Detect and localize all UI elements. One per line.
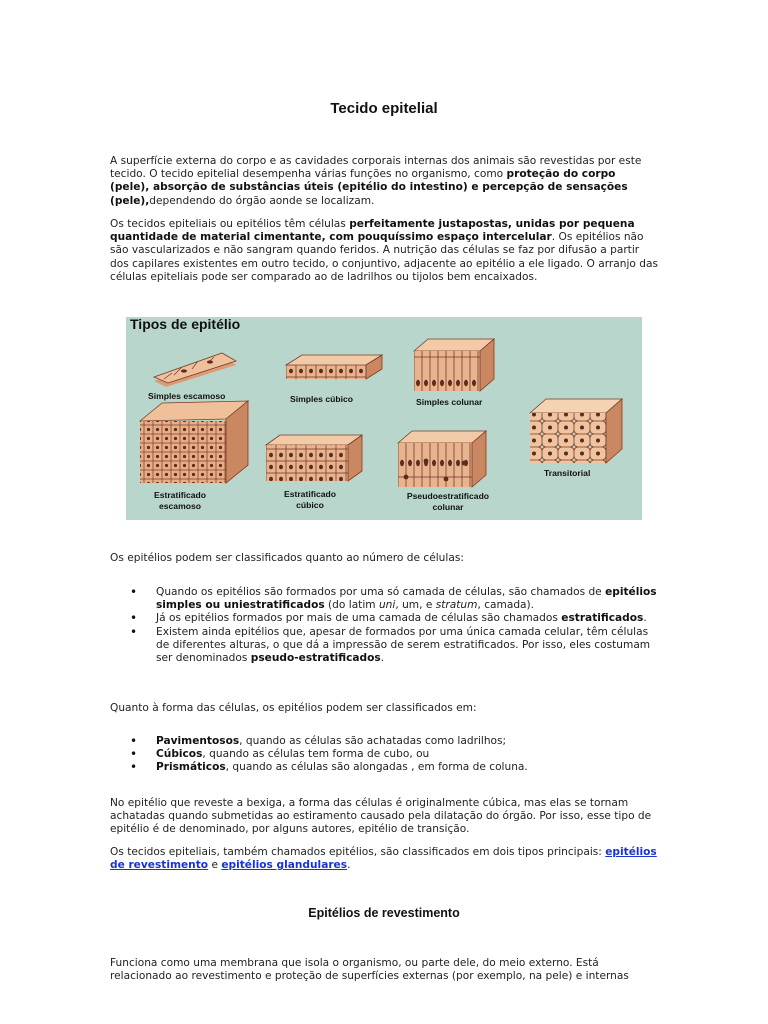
label-line: Estratificado: [283, 489, 337, 499]
italic-text: uni: [378, 599, 396, 612]
cell-shape-list: [110, 735, 658, 775]
bold-text: estratificados: [561, 612, 644, 625]
page-title: Tecido epitelial: [330, 100, 438, 117]
stratified-cuboidal-shape: [266, 435, 362, 481]
label-transitional: Transitorial: [544, 468, 591, 478]
text-span: .: [380, 652, 385, 665]
description-paragraph: [110, 218, 658, 284]
text-span: , quando as células tem forma de cubo, ou: [202, 748, 430, 761]
text-span: dependendo do órgão aonde se localizam.: [149, 194, 375, 207]
label-stratified-cuboidal: [270, 489, 350, 511]
bold-text: Cúbicos: [156, 748, 203, 761]
bold-text: perfeitamente justapostas, unidas por pequena quantidade de material cimentante, com pouquíssimo espaço intercelular: [110, 218, 635, 244]
text-span: .: [643, 612, 647, 625]
types-paragraph: [110, 846, 658, 872]
bold-text: epitélios simples ou uniestratificados: [156, 586, 657, 612]
text-span: , quando as células são achatadas como ladrilhos;: [239, 735, 507, 747]
simple-cuboidal-shape: [286, 355, 382, 379]
section-subtitle: Epitélios de revestimento: [308, 906, 460, 920]
list-item: [110, 735, 658, 748]
text-span: Quando os epitélios são formados por uma só camada de células, são chamados de: [156, 586, 606, 598]
label-simple-squamous: Simples escamoso: [148, 391, 226, 401]
simple-squamous-shape: [154, 353, 236, 387]
link-epitelios-glandulares[interactable]: epitélios glandulares: [221, 859, 348, 872]
intro-paragraph: [110, 155, 658, 208]
simple-columnar-shape: [414, 339, 494, 391]
text-span: , quando as células são alongadas , em forma de coluna.: [225, 761, 528, 774]
label-line: colunar: [432, 502, 464, 512]
italic-text: stratum: [435, 599, 478, 612]
transitional-shape: [530, 399, 622, 463]
shape-classification-paragraph: Quanto à forma das células, os epitélios podem ser classificados em:: [110, 702, 477, 714]
label-line: escamoso: [158, 501, 202, 511]
text-span: . Os epitélios não são vascularizados e não sangram quando feridos. A nutrição das células se faz por difusão a partir dos capilares existentes em outro tecido, o conjuntivo, adjacente ao epitélio a ele ligado. O arranjo das células epiteliais pode ser comparado ao de ladrilhos ou tijolos bem encaixados.: [110, 231, 658, 283]
cell-count-list: [110, 586, 658, 665]
text-span: Existem ainda epitélios que, apesar de formados por uma única camada celular, têm células de diferentes alturas, o que dá a impressão de serem estratificados. Por isso, eles costumam ser denominados: [156, 625, 651, 665]
list-item: [110, 761, 658, 774]
epithelium-types-figure: [126, 317, 642, 520]
classification-paragraph: Os epitélios podem ser classificados quanto ao número de células:: [110, 552, 464, 564]
bold-text: pseudo-estratificados: [250, 652, 381, 665]
label-line: cúbico: [296, 500, 324, 510]
text-span: .: [347, 859, 351, 872]
text-span: Já os epitélios formados por mais de uma camada de células são chamados: [156, 612, 562, 625]
list-item: [110, 748, 658, 761]
stratified-squamous-shape: [140, 401, 248, 483]
text-span: , camada).: [477, 599, 535, 612]
list-item: [110, 626, 658, 666]
link-epitelios-revestimento[interactable]: epitélios de revestimento: [110, 846, 657, 872]
bold-text: Prismáticos: [156, 761, 226, 774]
label-simple-cuboidal: Simples cúbico: [290, 394, 354, 404]
label-pseudostratified: [392, 491, 504, 513]
bladder-paragraph: No epitélio que reveste a bexiga, a forma das células é originalmente cúbica, mas elas se tornam achatadas quando submetidas ao estiramento causado pela dilatação do órgão. Por isso, esse tipo de epitélio é de denominado, por alguns autores, epitélio de transição.: [110, 797, 652, 836]
pseudostratified-columnar-shape: [398, 431, 486, 487]
text-span: (do latim: [324, 599, 379, 612]
label-line: Estratificado: [153, 490, 207, 500]
label-simple-columnar: Simples colunar: [416, 397, 483, 407]
label-line: Pseudoestratificado: [406, 491, 490, 501]
bold-text: Pavimentosos: [156, 735, 240, 747]
bold-text: proteção do corpo (pele), absorção de substâncias úteis (epitélio do intestino) e percepção de sensações (pele),: [110, 168, 628, 207]
covering-paragraph: Funciona como uma membrana que isola o organismo, ou parte dele, do meio externo. Está relacionado ao revestimento e proteção de superfícies externas (por exemplo, na pele) e internas: [110, 957, 629, 983]
figure-title: Tipos de epitélio: [130, 317, 241, 332]
text-span: , um, e: [395, 599, 436, 612]
label-stratified-squamous: [140, 490, 220, 512]
text-span: e: [208, 859, 222, 872]
list-item: [110, 612, 658, 625]
text-span: Os tecidos epiteliais ou epitélios têm células: [110, 218, 350, 230]
text-span: A superfície externa do corpo e as cavidades corporais internas dos animais são revestidas por este tecido. O tecido epitelial desempenha várias funções no organismo, como: [110, 155, 642, 181]
list-item: [110, 586, 658, 612]
text-span: Os tecidos epiteliais, também chamados epitélios, são classificados em dois tipos principais:: [110, 846, 606, 858]
